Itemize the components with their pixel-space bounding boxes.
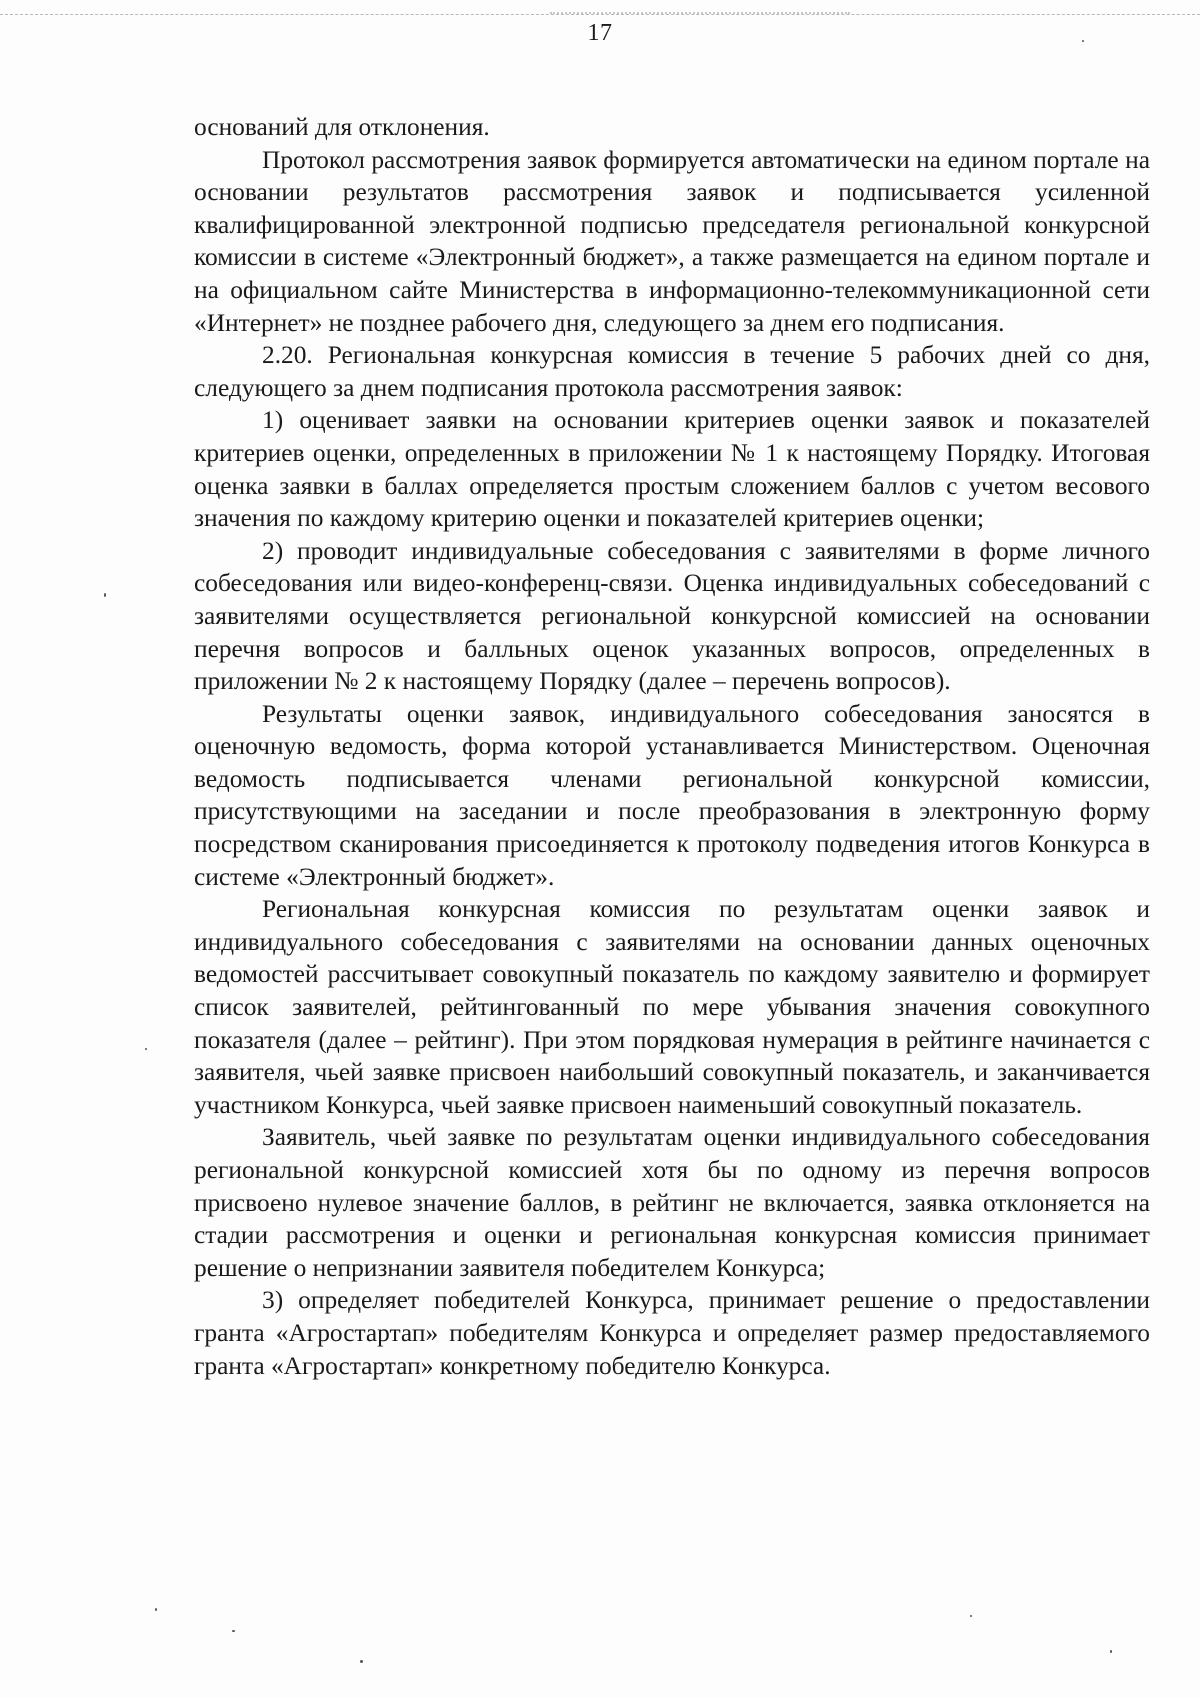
- scan-speck: [155, 1608, 157, 1611]
- scan-speck: [360, 1660, 363, 1663]
- scan-speck: [1110, 1650, 1112, 1653]
- document-body: [194, 111, 1150, 1382]
- scan-speck: [104, 593, 106, 597]
- page-number: 17: [587, 20, 613, 46]
- paragraph-rating: Региональная конкурсная комиссия по результатам оценки заявок и индивидуального собеседования с заявителями на основании данных оценочных ведомостей рассчитывает совокупный показатель по каждому заявителю и формирует список заявителей, рейтингованный по мере убывания значения совокупного показателя (далее – рейтинг). При этом порядковая нумерация в рейтинге начинается с заявителя, чьей заявке присвоен наибольший совокупный показатель, и заканчивается участником Конкурса, чьей заявке присвоен наименьший совокупный показатель.: [194, 895, 1150, 1119]
- paragraph-results: Результаты оценки заявок, индивидуального собеседования заносятся в оценочную ведомость, форма которой устанавливается Министерством. Оценочная ведомость подписывается членами региональной конкурсной комиссии, присутствующими на заседании и после преобразования в электронную форму посредством сканирования присоединяется к протоколу подведения итогов Конкурса в системе «Электронный бюджет».: [194, 699, 1150, 891]
- paragraph-zero-score: Заявитель, чьей заявке по результатам оценки индивидуального собеседования региональной конкурсной комиссией хотя бы по одному из перечня вопросов присвоено нулевое значение баллов, в рейтинг не включается, заявка отклоняется на стадии рассмотрения и оценки и региональная конкурсная комиссия принимает решение о непризнании заявителя победителем Конкурса;: [194, 1123, 1150, 1282]
- scan-speck: [145, 1048, 147, 1050]
- scan-edge-line: [0, 14, 1200, 15]
- scan-edge-dots: [550, 12, 850, 14]
- scan-speck: [1082, 40, 1084, 42]
- paragraph-item-1: 1) оценивает заявки на основании критериев оценки заявок и показателей критериев оценки, определенных в приложении № 1 к настоящему Порядку. Итоговая оценка заявки в баллах определяется простым сложением баллов с учетом весового значения по каждому критерию оценки и показателей критериев оценки;: [194, 406, 1150, 533]
- paragraph-item-2: 2) проводит индивидуальные собеседования с заявителями в форме личного собеседования или видео-конференц-связи. Оценка индивидуальных собеседований с заявителями осуществляется региональной конкурсной комиссией на основании перечня вопросов и балльных оценок указанных вопросов, определенных в приложении № 2 к настоящему Порядку (далее – перечень вопросов).: [194, 536, 1150, 696]
- paragraph-continuation: оснований для отклонения.: [194, 113, 490, 141]
- paragraph-section-2-20: 2.20. Региональная конкурсная комиссия в течение 5 рабочих дней со дня, следующего за днем подписания протокола рассмотрения заявок:: [194, 341, 1150, 402]
- paragraph-protocol: Протокол рассмотрения заявок формируется автоматически на едином портале на основании результатов рассмотрения заявок и подписывается усиленной квалифицированной электронной подписью председателя региональной конкурсной комиссии в системе «Электронный бюджет», а также размещается на едином портале и на официальном сайте Министерства в информационно-телекоммуникационной сети «Интернет» не позднее рабочего дня, следующего за днем его подписания.: [194, 145, 1150, 337]
- scan-speck: [232, 1630, 235, 1632]
- paragraph-item-3: 3) определяет победителей Конкурса, принимает решение о предоставлении гранта «Агростартап» победителям Конкурса и определяет размер предоставляемого гранта «Агростартап» конкретному победителю Конкурса.: [194, 1286, 1150, 1380]
- scan-speck: [970, 1615, 972, 1617]
